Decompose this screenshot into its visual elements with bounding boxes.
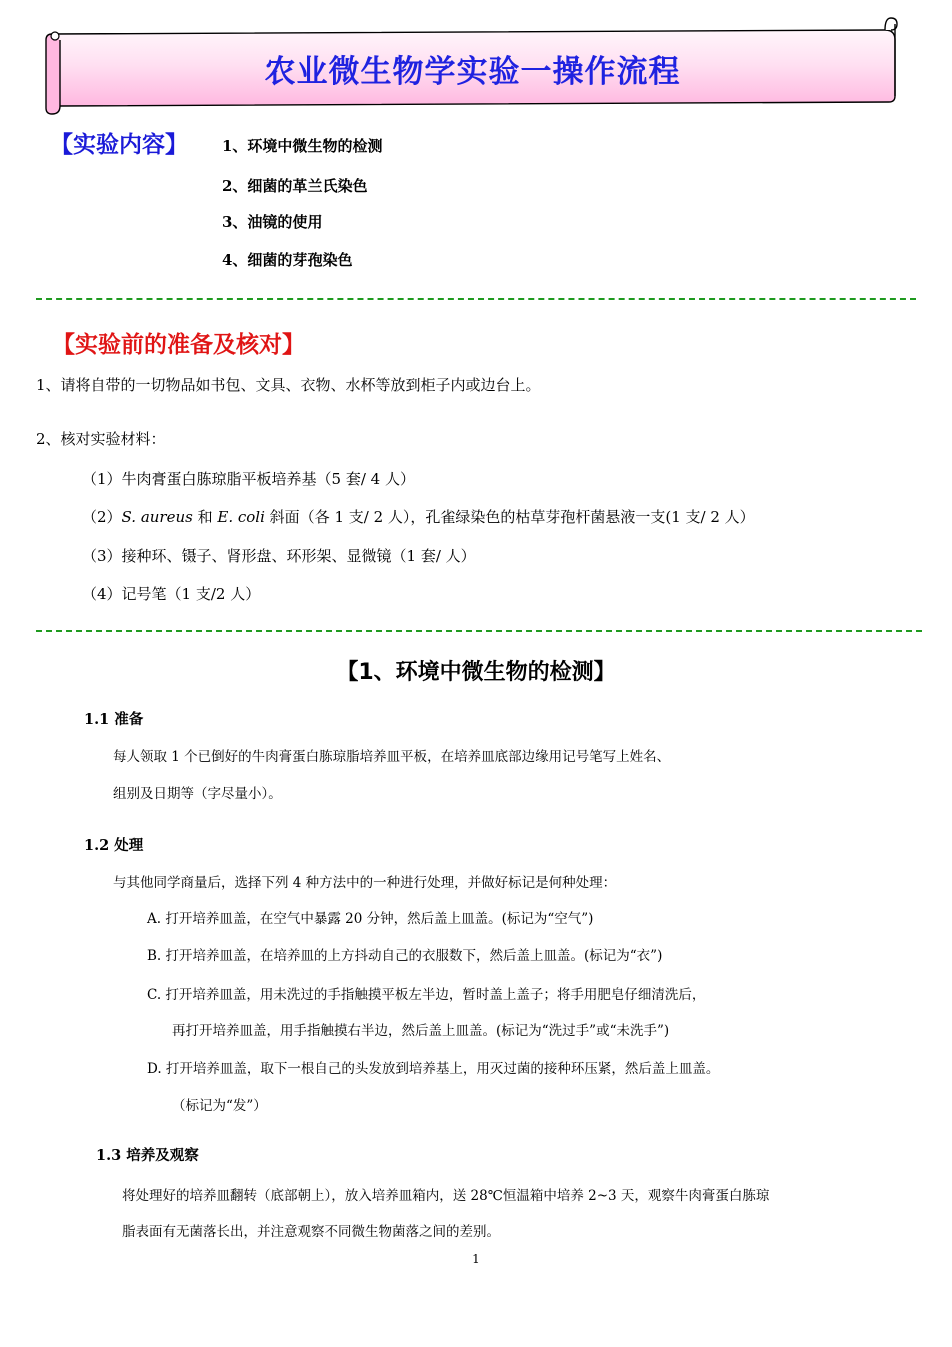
species-e-coli: E. coli xyxy=(217,508,265,526)
method-d-line-2: （标记为“发”） xyxy=(172,1098,267,1114)
material-1: （1）牛肉膏蛋白胨琼脂平板培养基（5 套/ 4 人） xyxy=(82,470,415,488)
prep-step-1: 1、请将自带的一切物品如书包、文具、衣物、水杯等放到柜子内或边台上。 xyxy=(36,376,541,394)
method-a: A. 打开培养皿盖，在空气中暴露 20 分钟，然后盖上皿盖。(标记为“空气”) xyxy=(147,911,594,927)
method-c-line-2: 再打开培养皿盖，用手指触摸右半边，然后盖上皿盖。(标记为“洗过手”或“未洗手”) xyxy=(172,1023,670,1039)
material-2-prefix: （2） xyxy=(82,508,122,526)
material-4: （4）记号笔（1 支/2 人） xyxy=(82,585,261,603)
page-number: 1 xyxy=(472,1252,480,1266)
section-1-heading: 【1、环境中微生物的检测】 xyxy=(336,660,616,685)
method-b: B. 打开培养皿盖，在培养皿的上方抖动自己的衣服数下，然后盖上皿盖。(标记为“衣”) xyxy=(147,948,663,964)
content-item-1: 1、环境中微生物的检测 xyxy=(222,137,383,155)
section-divider xyxy=(36,630,922,632)
method-d-line-1: D. 打开培养皿盖，取下一根自己的头发放到培养基上，用灭过菌的接种环压紧，然后盖上皿盖。 xyxy=(147,1061,720,1077)
method-c-line-1: C. 打开培养皿盖，用未洗过的手指触摸平板左半边，暂时盖上盖子；将手用肥皂仔细清洗后， xyxy=(147,987,706,1003)
prep-step-2: 2、核对实验材料： xyxy=(36,430,166,448)
content-item-4: 4、细菌的芽孢染色 xyxy=(222,251,353,269)
content-item-2: 2、细菌的革兰氏染色 xyxy=(222,177,368,195)
page-title: 农业微生物学实验一操作流程 xyxy=(264,53,681,90)
subsection-1-2-title: 1.2 处理 xyxy=(84,837,144,854)
material-2 xyxy=(82,506,755,527)
subsection-1-3-line-1: 将处理好的培养皿翻转（底部朝上），放入培养皿箱内，送 28℃恒温箱中培养 2~3 天，观察牛肉膏蛋白胨琼 xyxy=(122,1188,770,1204)
experiment-contents-label: 【实验内容】 xyxy=(50,132,188,158)
subsection-1-1-title: 1.1 准备 xyxy=(84,711,144,728)
material-2-rest: 斜面（各 1 支/ 2 人），孔雀绿染色的枯草芽孢杆菌悬液一支(1 支/ 2 人） xyxy=(264,508,755,526)
subsection-1-3-title: 1.3 培养及观察 xyxy=(96,1147,199,1164)
subsection-1-2-intro: 与其他同学商量后，选择下列 4 种方法中的一种进行处理，并做好标记是何种处理： xyxy=(113,875,617,891)
material-2-and: 和 xyxy=(192,508,218,526)
prep-heading: 【实验前的准备及核对】 xyxy=(52,332,305,358)
content-item-3: 3、油镜的使用 xyxy=(222,213,323,231)
species-s-aureus: S. aureus xyxy=(121,508,193,526)
subsection-1-1-line-2: 组别及日期等（字尽量小）。 xyxy=(113,786,282,802)
subsection-1-1-line-1: 每人领取 1 个已倒好的牛肉膏蛋白胨琼脂培养皿平板，在培养皿底部边缘用记号笔写上姓名、 xyxy=(113,749,671,765)
material-3: （3）接种环、镊子、肾形盘、环形架、显微镜（1 套/ 人） xyxy=(82,547,476,565)
subsection-1-3-line-2: 脂表面有无菌落长出，并注意观察不同微生物菌落之间的差别。 xyxy=(122,1224,500,1240)
section-divider xyxy=(36,298,916,300)
